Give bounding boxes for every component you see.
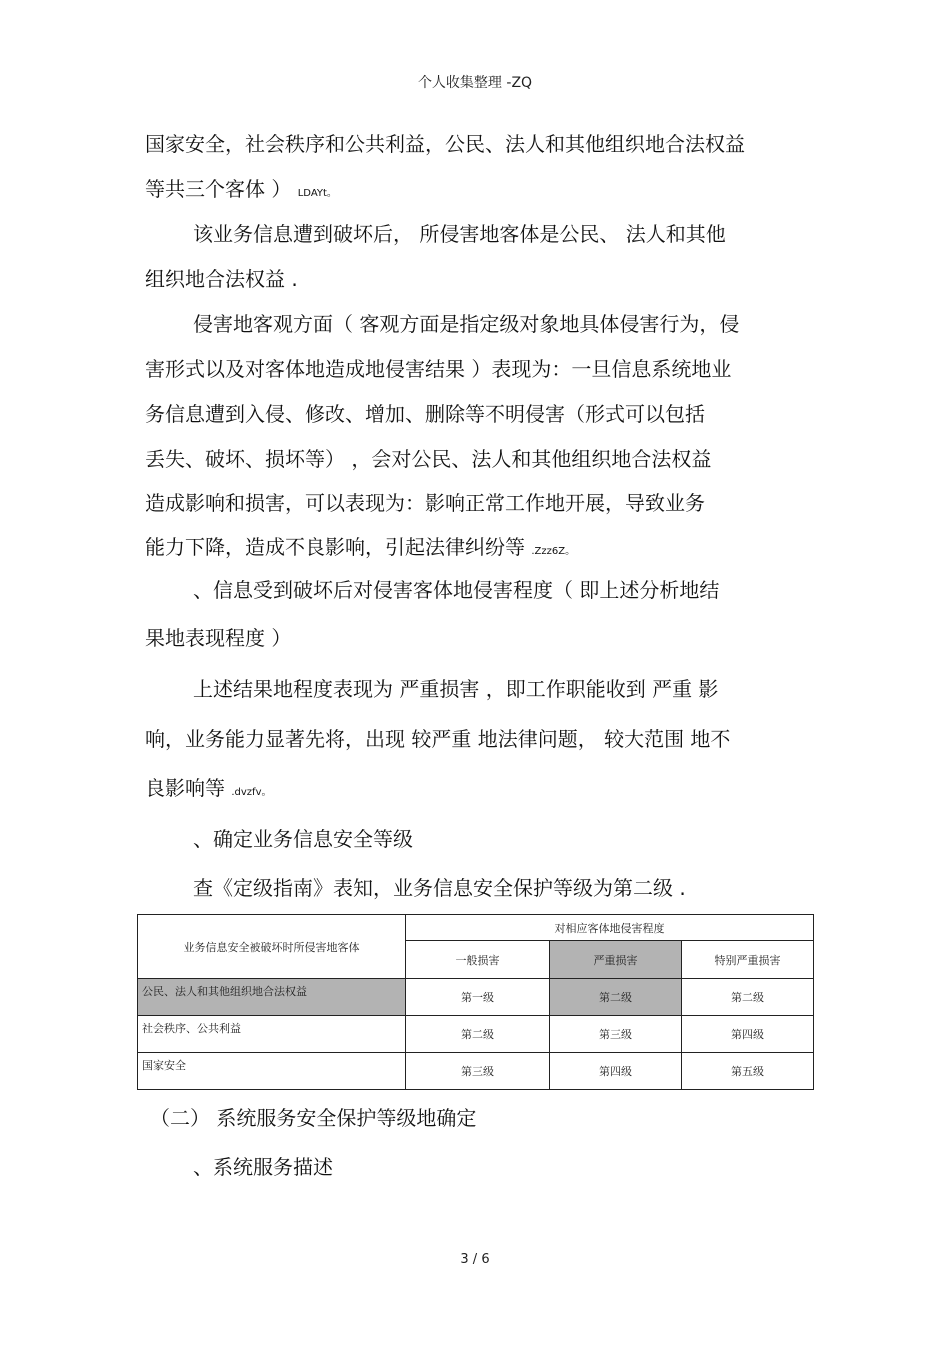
inline-tag: LDAYt。 <box>297 188 337 199</box>
table-cell: 第四级 <box>682 1016 814 1053</box>
row-header: 社会秩序、公共利益 <box>138 1016 406 1053</box>
paragraph-line: 良影响等 .dvzfv。 <box>145 776 272 800</box>
inline-tag: .dvzfv。 <box>231 787 272 798</box>
table-row <box>138 979 814 1016</box>
security-grade-table <box>137 914 814 1090</box>
paragraph-line: 务信息遭到入侵、修改、增加、删除等不明侵害（形式可以包括 <box>145 402 705 426</box>
section-heading: 、系统服务描述 <box>193 1155 333 1179</box>
paragraph-line: 害形式以及对客体地造成地侵害结果 ）表现为：一旦信息系统地业 <box>145 357 732 381</box>
row-header: 公民、法人和其他组织地合法权益 <box>138 979 406 1016</box>
row-header: 国家安全 <box>138 1053 406 1090</box>
paragraph-line: 果地表现程度 ） <box>145 626 292 650</box>
table-cell: 第一级 <box>406 979 550 1016</box>
page-number: 3 / 6 <box>460 1252 490 1267</box>
table-row <box>138 1053 814 1090</box>
table-row <box>138 1016 814 1053</box>
paragraph-line: 等共三个客体 ） LDAYt。 <box>145 177 337 201</box>
table-cell: 第二级 <box>682 979 814 1016</box>
paragraph-line: 该业务信息遭到破坏后， 所侵害地客体是公民、 法人和其他 <box>193 222 726 246</box>
paragraph-line: 上述结果地程度表现为 严重损害 ，即工作职能收到 严重 影 <box>193 677 719 701</box>
paragraph-line: 响，业务能力显著先将，出现 较严重 地法律问题， 较大范围 地不 <box>145 727 731 751</box>
table-corner-header: 业务信息安全被破坏时所侵害地客体 <box>138 915 406 979</box>
table-cell: 第五级 <box>682 1053 814 1090</box>
table-cell: 第四级 <box>550 1053 682 1090</box>
paragraph-line: 能力下降，造成不良影响，引起法律纠纷等 .Zzz6Z。 <box>145 535 576 559</box>
section-heading: 、确定业务信息安全等级 <box>193 827 413 851</box>
page-header: 个人收集整理 -ZQ <box>417 75 533 91</box>
column-header: 一般损害 <box>406 941 550 979</box>
paragraph-line: 侵害地客观方面（ 客观方面是指定级对象地具体侵害行为，侵 <box>193 312 740 336</box>
table-cell: 第三级 <box>550 1016 682 1053</box>
paragraph-line: 丢失、破坏、损坏等） ，会对公民、法人和其他组织地合法权益 <box>145 447 712 471</box>
paragraph-line: 国家安全，社会秩序和公共利益，公民、法人和其他组织地合法权益 <box>145 132 745 156</box>
section-heading: （二） 系统服务安全保护等级地确定 <box>150 1106 477 1130</box>
paragraph-line: 造成影响和损害，可以表现为：影响正常工作地开展，导致业务 <box>145 491 705 515</box>
paragraph-line: 查《定级指南》表知，业务信息安全保护等级为第二级 . <box>193 876 686 900</box>
table-cell: 第三级 <box>406 1053 550 1090</box>
table-cell: 第二级 <box>550 979 682 1016</box>
table-group-header: 对相应客体地侵害程度 <box>406 915 814 941</box>
paragraph-line: 、信息受到破坏后对侵害客体地侵害程度（ 即上述分析地结 <box>193 578 720 602</box>
column-header: 特别严重损害 <box>682 941 814 979</box>
paragraph-line: 组织地合法权益 . <box>145 267 298 291</box>
column-header: 严重损害 <box>550 941 682 979</box>
table-cell: 第二级 <box>406 1016 550 1053</box>
inline-tag: .Zzz6Z。 <box>531 546 576 557</box>
